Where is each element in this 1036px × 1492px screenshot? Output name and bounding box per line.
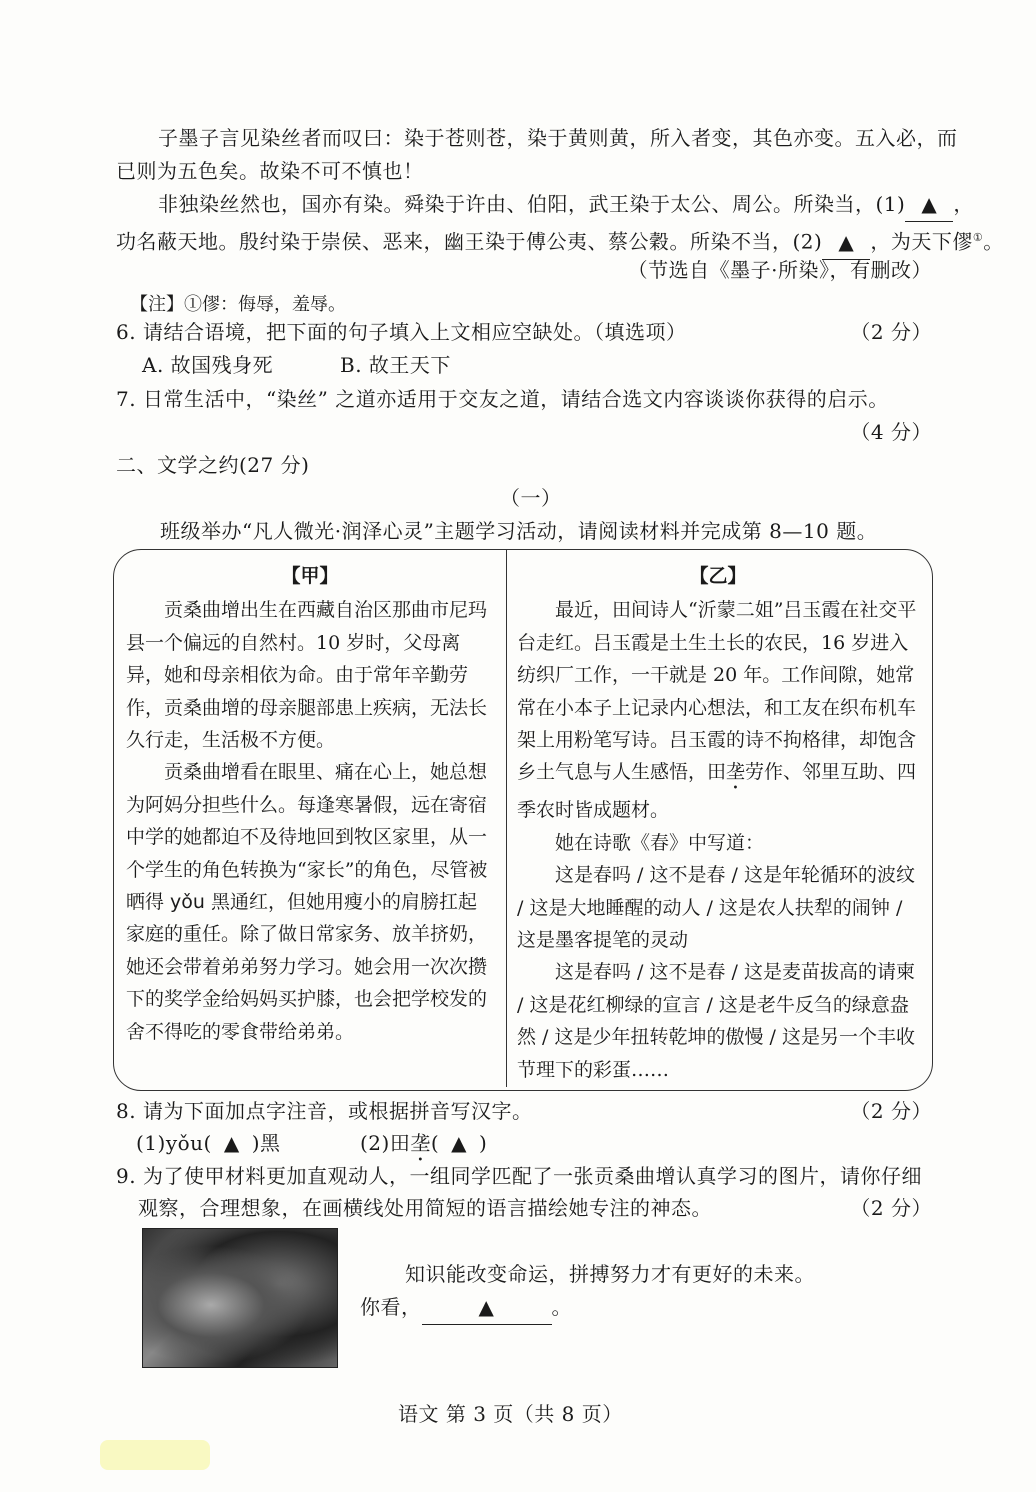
material-yi-para2: 她在诗歌《春》中写道： [555, 831, 765, 854]
q6-option-a: A. 故国残身死 [142, 353, 274, 377]
material-jia [126, 560, 494, 1048]
page-footer: 语文 第 3 页（共 8 页） [398, 1402, 623, 1426]
material-yi-poem2: 这是春吗 / 这不是春 / 这是麦苗拔高的请柬 / 这是花红柳绿的宣言 / 这是老牛反刍的绿意盎然 / 这是少年扭转乾坤的傲慢 / 这是另一个丰收节理下的彩蛋…… [517, 961, 915, 1081]
q8-paren: ( [430, 1131, 440, 1155]
material-yi [517, 560, 919, 1086]
blank-1: ▲ [905, 188, 953, 222]
q8-item1-end: )黑 [251, 1131, 281, 1155]
q9-line2: 观察，合理想象，在画横线处用简短的语言描绘她专注的神态。 [138, 1196, 712, 1220]
q6-option-b: B. 故王天下 [340, 353, 451, 377]
q8-blank-1: ▲ [223, 1131, 240, 1155]
q8-score: （2 分） [850, 1099, 932, 1123]
material-yi-poem1: 这是春吗 / 这不是春 / 这是年轮循环的波纹 / 这是大地睡醒的动人 / 这是农人扶犁的闹钟 / 这是墨客提笔的灵动 [517, 864, 915, 952]
material-jia-head: 【甲】 [281, 565, 339, 587]
footnote-mark: ① [972, 231, 984, 244]
jia-text: 黑通红，但她用瘦小的肩膀扛起家庭的重任。除了做日常家务、放羊挤奶，她还会带着弟弟努力学习。她会用一次次攒下的奖学金给妈妈买护膝，也会把学校发的舍不得吃的零食带给弟弟。 [126, 891, 488, 1043]
jia-pinyin: yǒu [170, 891, 205, 914]
material-jia-para1: 贡桑曲增出生在西藏自治区那曲市尼玛县一个偏远的自然村。10 岁时，父母离异，她和母亲相依为命。由于常年辛勤劳作，贡桑曲增的母亲腿部患上疾病，无法长久行走，生活极不方便。 [126, 599, 488, 752]
q9-caption2 [360, 1291, 572, 1325]
passage-note: 【注】①僇：侮辱，羞辱。 [130, 294, 346, 315]
passage-text: 。 [983, 229, 1004, 254]
material-jia-para2 [126, 756, 494, 1048]
section2-intro: 班级举办“凡人微光·润泽心灵”主题学习活动，请阅读材料并完成第 8—10 题。 [160, 519, 878, 543]
passage-text: ， [953, 192, 974, 216]
caption-prefix: 你看， [360, 1295, 422, 1319]
materials-divider [506, 550, 507, 1087]
q6-text: 6. 请结合语境，把下面的句子填入上文相应空缺处。（填选项） [116, 320, 687, 344]
passage-text: 非独染丝然也，国亦有染。舜染于许由、伯阳，武王染于太公、周公。所染当，(1) [158, 192, 906, 216]
passage-text: ，为天下僇 [870, 229, 973, 254]
q8-dotted-char: 垄 [410, 1131, 431, 1155]
yi-text: 劳作、邻里互助、四季农时皆成题材。 [517, 761, 917, 822]
passage-source: （节选自《墨子·所染》，有删改） [627, 258, 932, 282]
passage-para2-line1 [158, 188, 974, 222]
q9-score: （2 分） [850, 1196, 932, 1220]
q7-score: （4 分） [850, 420, 932, 444]
q8-item1 [136, 1127, 281, 1160]
passage-para1-line1: 子墨子言见染丝者而叹曰：染于苍则苍，染于黄则黄，所入者变，其色亦变。五入必，而 [158, 126, 958, 150]
highlight-mark [100, 1440, 210, 1470]
blank-2: ▲ [822, 226, 870, 260]
passage-text: 功名蔽天地。殷纣染于崇侯、恶来，幽王染于傅公夷、蔡公穀。所染不当，(2) [116, 229, 823, 254]
yi-text: 最近，田间诗人“沂蒙二姐”吕玉霞在社交平台走红。吕玉霞是土生土长的农民，16 岁进入纺织厂工作，一干就是 20 年。工作间隙，她常常在小本子上记录内心想法，和工友在织布机车架上用粉笔写诗。吕玉霞的诗不拘格律，却饱含乡土气息与人生感悟，田 [517, 599, 917, 784]
caption-suffix: 。 [551, 1295, 572, 1319]
q8-blank-2: ▲ [451, 1131, 468, 1155]
q8-item1-label: (1)yǒu( [136, 1131, 212, 1155]
q7-text: 7. 日常生活中，“染丝” 之道亦适用于交友之道，请结合选文内容谈谈你获得的启示。 [116, 387, 889, 411]
yi-dotted-char: 垄 [726, 761, 746, 784]
q8-item2-label: (2)田 [360, 1131, 411, 1155]
jia-text: 贡桑曲增看在眼里、痛在心上，她总想为阿妈分担些什么。每逢寒暑假，远在寄宿中学的她都迫不及待地回到牧区家里，从一个学生的角色转换为“家长”的角色，尽管被晒得 [126, 761, 488, 914]
section2-sub: （一） [500, 486, 562, 510]
student-study-photo [142, 1228, 338, 1368]
q9-line1: 9. 为了使甲材料更加直观动人，一组同学匹配了一张贡桑曲增认真学习的图片，请你仔细 [116, 1164, 922, 1188]
q9-caption1: 知识能改变命运，拼搏努力才有更好的未来。 [405, 1262, 815, 1286]
q9-blank: ▲ [422, 1291, 552, 1325]
q8-text: 8. 请为下面加点字注音，或根据拼音写汉字。 [116, 1099, 533, 1123]
section2-title: 二、文学之约(27 分) [116, 453, 310, 477]
material-yi-para1 [517, 594, 919, 826]
material-yi-head: 【乙】 [689, 565, 747, 587]
passage-para1-line2: 已则为五色矣。故染不可不慎也！ [116, 159, 424, 183]
q6-score: （2 分） [850, 320, 932, 344]
q8-item2-end: ) [479, 1131, 488, 1155]
